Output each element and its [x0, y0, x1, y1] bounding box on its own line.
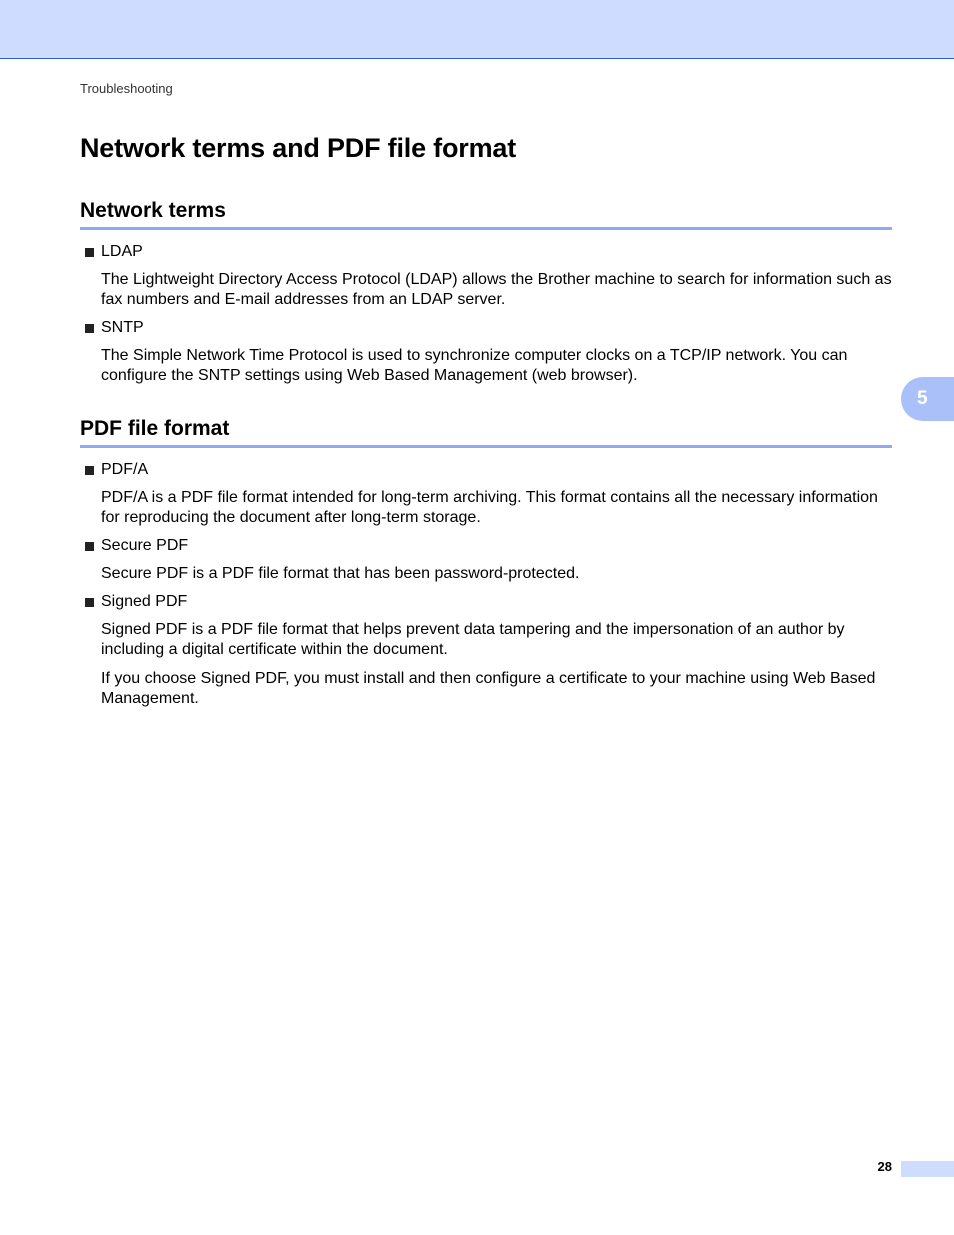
term-description-note: If you choose Signed PDF, you must install and then configure a certificate to your machine using Web Based Management.	[101, 670, 876, 707]
square-bullet-icon	[85, 248, 94, 257]
square-bullet-icon	[85, 542, 94, 551]
page-title: Network terms and PDF file format	[80, 133, 516, 163]
list-item-sntp	[85, 318, 144, 338]
list-item-pdf-a	[85, 460, 148, 480]
term-label: SNTP	[101, 319, 144, 336]
term-label: Secure PDF	[101, 537, 189, 554]
page-number: 28	[877, 1159, 892, 1174]
list-item-secure-pdf	[85, 536, 188, 556]
header-band	[0, 0, 954, 59]
term-label: Signed PDF	[101, 593, 188, 610]
footer-bar	[901, 1161, 954, 1177]
square-bullet-icon	[85, 324, 94, 333]
term-label: LDAP	[101, 243, 143, 260]
term-description: Signed PDF is a PDF file format that helps prevent data tampering and the impersonation of an author by including a digital certificate within the document.	[101, 621, 845, 658]
term-description: Secure PDF is a PDF file format that has been password-protected.	[101, 565, 580, 582]
square-bullet-icon	[85, 466, 94, 475]
list-item-ldap	[85, 242, 143, 262]
breadcrumb: Troubleshooting	[80, 81, 173, 96]
section-heading-network-terms: Network terms	[80, 199, 892, 230]
term-description: PDF/A is a PDF file format intended for long-term archiving. This format contains all the necessary information for reproducing the document after long-term storage.	[101, 489, 878, 526]
section-heading-pdf-file-format: PDF file format	[80, 417, 892, 448]
term-label: PDF/A	[101, 461, 149, 478]
term-description: The Simple Network Time Protocol is used to synchronize computer clocks on a TCP/IP network. You can configure the SNTP settings using Web Based Management (web browser).	[101, 347, 848, 384]
chapter-tab: 5	[901, 377, 954, 421]
term-description: The Lightweight Directory Access Protocol (LDAP) allows the Brother machine to search for information such as fax numbers and E-mail addresses from an LDAP server.	[101, 271, 892, 308]
list-item-signed-pdf	[85, 592, 187, 612]
square-bullet-icon	[85, 598, 94, 607]
